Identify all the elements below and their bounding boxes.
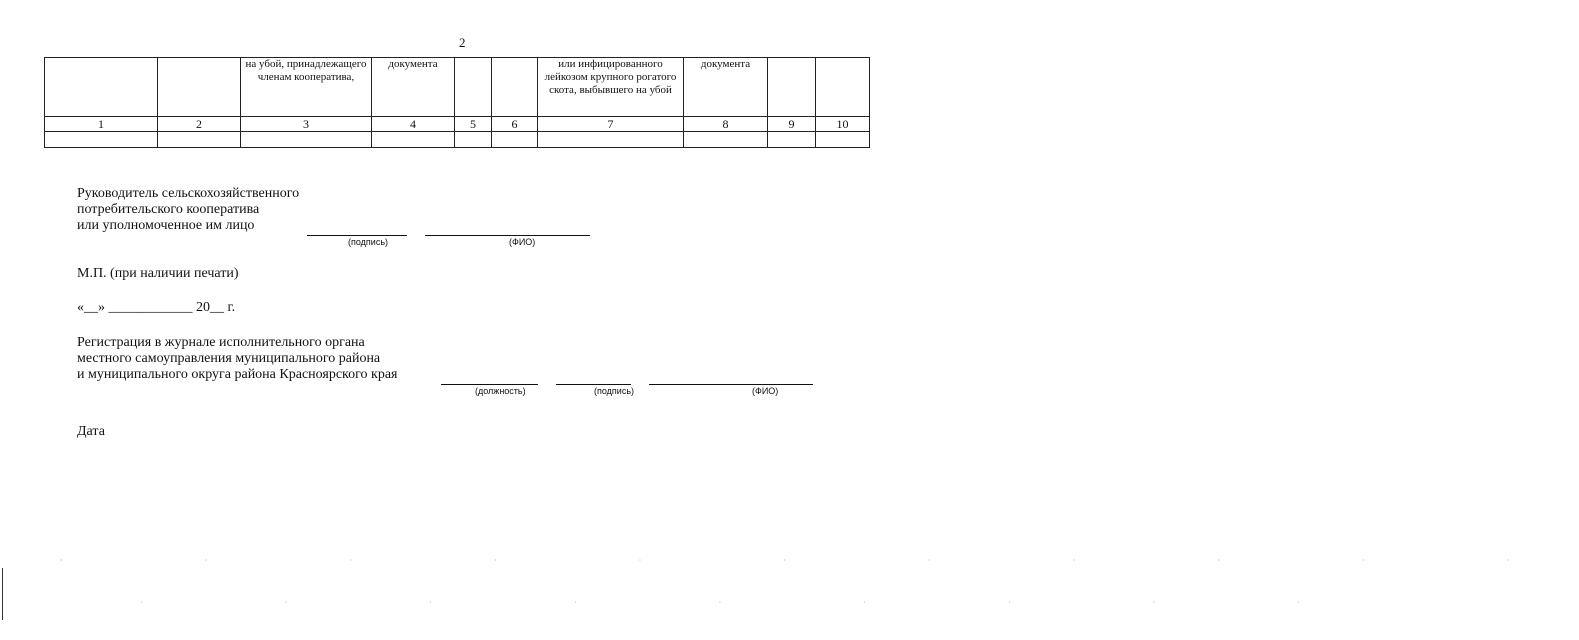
table-cell [492, 132, 538, 148]
registration-line: и муниципального округа района Красноярского края [77, 367, 398, 382]
head-signature-caption: (подпись) [348, 237, 389, 247]
stamp-note: М.П. (при наличии печати) [77, 266, 239, 281]
table-cell [538, 132, 684, 148]
header-cell-7: или инфицированного лейкозом крупного рогатого скота, выбывшего на убой [538, 58, 684, 117]
header-cell-1 [45, 58, 158, 117]
page-number: 2 [459, 35, 466, 50]
header-cell-4: документа [372, 58, 455, 117]
column-number: 2 [158, 117, 241, 132]
column-number: 3 [241, 117, 372, 132]
table-cell [158, 132, 241, 148]
date-line: «__» ____________ 20__ г. [77, 300, 236, 315]
column-number: 7 [538, 117, 684, 132]
column-number: 1 [45, 117, 158, 132]
column-number: 4 [372, 117, 455, 132]
table-cell [372, 132, 455, 148]
head-signature-block [77, 186, 299, 234]
head-title-line: Руководитель сельскохозяйственного [77, 186, 300, 201]
registration-position-caption: (должность) [475, 386, 526, 396]
header-cell-8: документа [684, 58, 768, 117]
registration-name-line [649, 384, 813, 385]
registration-line: Регистрация в журнале исполнительного органа [77, 335, 365, 350]
table-cell [455, 132, 492, 148]
registration-line: местного самоуправления муниципального района [77, 351, 381, 366]
head-name-line [425, 235, 590, 236]
header-cell-10 [816, 58, 870, 117]
head-signature-line [307, 235, 407, 236]
column-number: 5 [455, 117, 492, 132]
column-number: 9 [768, 117, 816, 132]
header-cell-5 [455, 58, 492, 117]
column-number: 6 [492, 117, 538, 132]
registration-name-caption: (ФИО) [752, 386, 779, 396]
date-label: Дата [77, 424, 105, 439]
scan-speckles: · · · · · · · · · [140, 598, 1370, 607]
table-cell [768, 132, 816, 148]
table-cell [816, 132, 870, 148]
column-number-row [45, 117, 870, 132]
header-cell-3: на убой, принадлежащего членам кооператива, [241, 58, 372, 117]
column-number: 10 [816, 117, 870, 132]
table-cell [241, 132, 372, 148]
head-title-line: потребительского кооператива [77, 202, 260, 217]
header-cell-2 [158, 58, 241, 117]
table-cell [684, 132, 768, 148]
head-name-caption: (ФИО) [509, 237, 536, 247]
head-title-line: или уполномоченное им лицо [77, 218, 255, 233]
data-table [44, 57, 870, 148]
table-cell [45, 132, 158, 148]
registration-signature-caption: (подпись) [594, 386, 635, 396]
scan-edge-mark [2, 568, 3, 620]
table-row-empty [45, 132, 870, 148]
registration-block [77, 335, 397, 383]
registration-position-line [441, 384, 538, 385]
column-number: 8 [684, 117, 768, 132]
header-cell-9 [768, 58, 816, 117]
table-header-row [45, 58, 870, 117]
registration-signature-line [556, 384, 631, 385]
header-cell-6 [492, 58, 538, 117]
scan-speckles: · · · · · · · · · · · [60, 556, 1579, 565]
